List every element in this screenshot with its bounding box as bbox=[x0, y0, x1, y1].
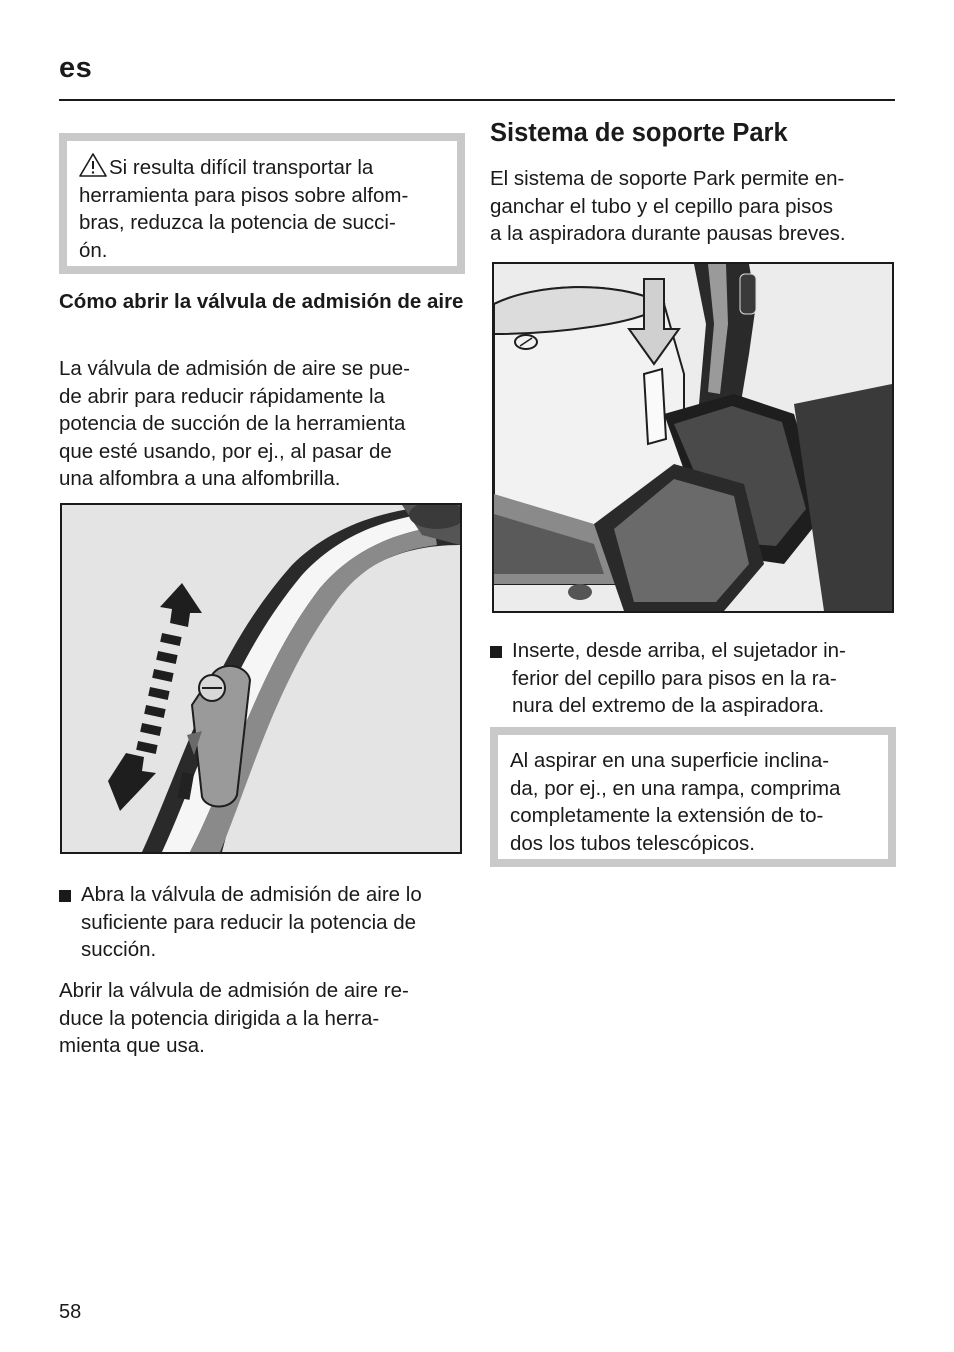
language-code: es bbox=[59, 52, 93, 84]
header-rule bbox=[59, 99, 895, 101]
warning-triangle-icon bbox=[79, 153, 107, 177]
park-system-instruction bbox=[490, 637, 898, 720]
text-line: dos los tubos telescópicos. bbox=[510, 831, 755, 855]
text-line: duce la potencia dirigida a la herra- bbox=[59, 1006, 380, 1030]
text-line: ferior del cepillo para pisos en la ra- bbox=[512, 666, 837, 690]
note-box bbox=[490, 727, 896, 867]
text-line: succión. bbox=[81, 938, 157, 961]
warning-line-2: herramienta para pisos sobre alfom- bbox=[79, 183, 409, 207]
park-system-illustration bbox=[492, 262, 894, 613]
text-line: de abrir para reducir rápidamente la bbox=[59, 384, 385, 408]
air-valve-intro bbox=[59, 355, 464, 493]
section-heading-park-system: Sistema de soporte Park bbox=[490, 119, 788, 147]
air-valve-closing bbox=[59, 977, 464, 1060]
text-line: da, por ej., en una rampa, comprima bbox=[510, 776, 841, 800]
text-line: que esté usando, por ej., al pasar de bbox=[59, 439, 392, 463]
warning-line-4: ón. bbox=[79, 238, 108, 262]
square-bullet-icon bbox=[490, 646, 502, 658]
square-bullet-icon bbox=[59, 890, 71, 902]
text-line: Al aspirar en una superficie inclina- bbox=[510, 749, 830, 772]
text-line: Abrir la válvula de admisión de aire re- bbox=[59, 979, 409, 1002]
text-line: Abra la válvula de admisión de aire lo bbox=[81, 883, 422, 906]
warning-box bbox=[59, 133, 465, 274]
text-line: La válvula de admisión de aire se pue- bbox=[59, 357, 410, 380]
section-heading-air-valve: Cómo abrir la válvula de admisión de aire bbox=[59, 290, 464, 313]
air-valve-instruction bbox=[59, 881, 467, 964]
text-line: nura del extremo de la aspiradora. bbox=[512, 694, 825, 717]
page-number: 58 bbox=[59, 1301, 82, 1323]
text-line: completamente la extensión de to- bbox=[510, 804, 824, 827]
text-line: ganchar el tubo y el cepillo para pisos bbox=[490, 194, 834, 218]
text-line: Inserte, desde arriba, el sujetador in- bbox=[512, 639, 846, 662]
text-line: potencia de succión de la herramienta bbox=[59, 412, 406, 435]
warning-line-1: Si resulta difícil transportar la bbox=[79, 153, 445, 182]
text-line: una alfombra a una alfombrilla. bbox=[59, 467, 341, 490]
text-line: El sistema de soporte Park permite en- bbox=[490, 167, 845, 190]
park-system-intro bbox=[490, 165, 895, 248]
text-line: mienta que usa. bbox=[59, 1034, 205, 1057]
warning-line-3: bras, reduzca la potencia de succi- bbox=[79, 211, 396, 234]
text-line: a la aspiradora durante pausas breves. bbox=[490, 222, 846, 245]
text-line: suficiente para reducir la potencia de bbox=[81, 910, 417, 934]
air-valve-illustration bbox=[60, 503, 462, 854]
